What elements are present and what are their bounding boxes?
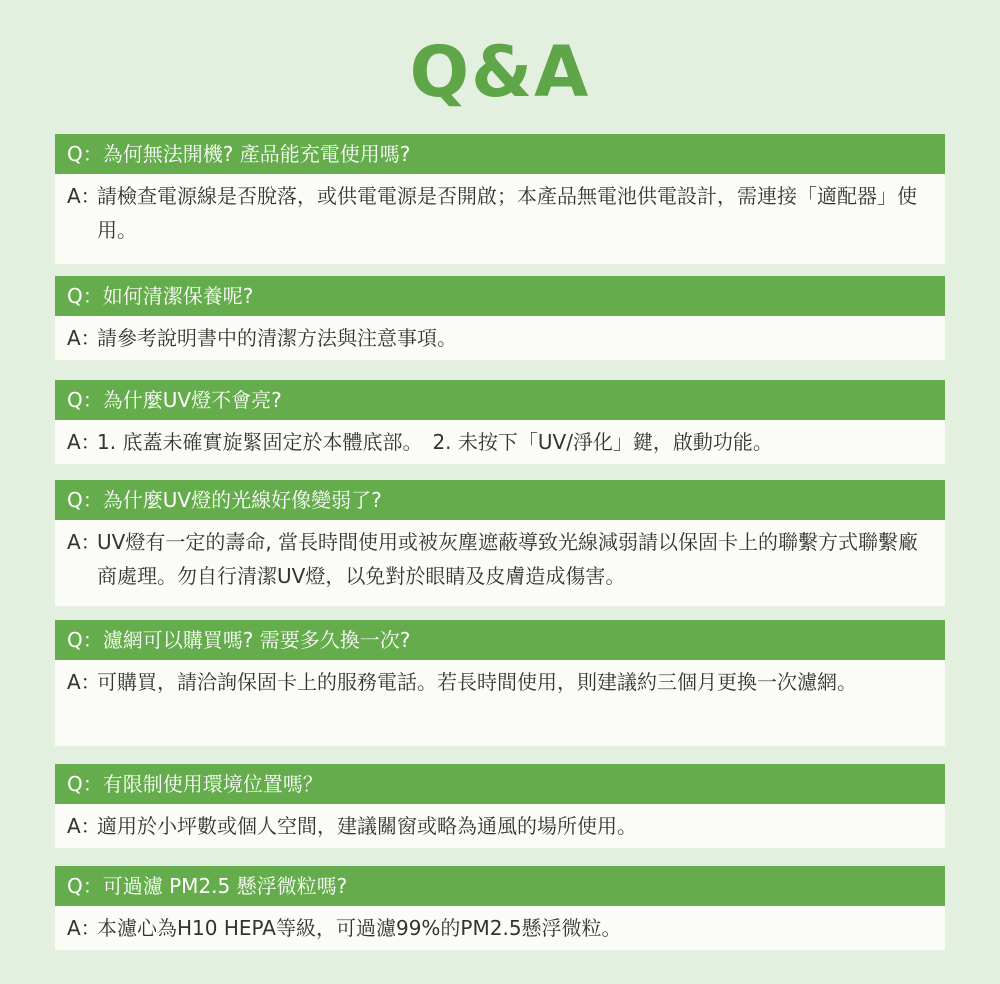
answer-text: 可購買，請洽詢保固卡上的服務電話。若長時間使用，則建議約三個月更換一次濾網。 xyxy=(97,670,857,694)
qa-item-cleaning xyxy=(55,276,945,360)
question-bar xyxy=(55,276,945,316)
answer-box xyxy=(55,174,945,264)
question-text: 如何清潔保養呢? xyxy=(102,284,254,308)
question-prefix: Q： xyxy=(67,388,103,412)
qa-item-filter xyxy=(55,620,945,746)
answer-prefix: A： xyxy=(67,326,101,350)
answer-prefix: A： xyxy=(67,670,101,694)
question-prefix: Q： xyxy=(67,628,103,652)
question-prefix: Q： xyxy=(67,142,103,166)
answer-box xyxy=(55,906,945,950)
question-prefix: Q： xyxy=(67,488,103,512)
qa-item-environment xyxy=(55,764,945,848)
question-text: 為何無法開機? 產品能充電使用嗎? xyxy=(102,142,411,166)
answer-prefix: A： xyxy=(67,916,101,940)
qa-item-pm25 xyxy=(55,866,945,950)
answer-text: 適用於小坪數或個人空間，建議關窗或略為通風的場所使用。 xyxy=(97,814,637,838)
answer-box xyxy=(55,316,945,360)
question-prefix: Q： xyxy=(67,284,103,308)
answer-box xyxy=(55,420,945,464)
answer-prefix: A： xyxy=(67,430,101,454)
question-bar xyxy=(55,480,945,520)
question-bar xyxy=(55,866,945,906)
qa-item-uv-weak xyxy=(55,480,945,606)
answer-prefix: A： xyxy=(67,530,101,554)
answer-text: 請參考說明書中的清潔方法與注意事項。 xyxy=(97,326,457,350)
qa-item-power xyxy=(55,134,945,264)
question-prefix: Q： xyxy=(67,772,103,796)
answer-box xyxy=(55,520,945,606)
question-text: 為什麼UV燈的光線好像變弱了? xyxy=(102,488,382,512)
question-text: 為什麼UV燈不會亮? xyxy=(102,388,282,412)
answer-prefix: A： xyxy=(67,814,101,838)
question-bar xyxy=(55,134,945,174)
page-title: Q&A xyxy=(409,31,591,113)
answer-box xyxy=(55,660,945,746)
question-text: 濾網可以購買嗎? 需要多久換一次? xyxy=(102,628,411,652)
answer-box xyxy=(55,804,945,848)
qa-item-uv-not-on xyxy=(55,380,945,464)
answer-text: 本濾心為H10 HEPA等級，可過濾99%的PM2.5懸浮微粒。 xyxy=(97,916,622,940)
answer-text: UV燈有一定的壽命, 當長時間使用或被灰塵遮蔽導致光線減弱請以保固卡上的聯繫方式聯繫廠商處理。勿自行清潔UV燈，以免對於眼睛及皮膚造成傷害。 xyxy=(97,530,919,588)
question-bar xyxy=(55,380,945,420)
question-text: 可過濾 PM2.5 懸浮微粒嗎? xyxy=(102,874,348,898)
answer-text: 1. 底蓋未確實旋緊固定於本體底部。 2. 未按下「UV/淨化」鍵，啟動功能。 xyxy=(97,430,773,454)
question-prefix: Q： xyxy=(67,874,103,898)
question-text: 有限制使用環境位置嗎？ xyxy=(102,772,323,796)
question-bar xyxy=(55,620,945,660)
answer-prefix: A： xyxy=(67,184,101,208)
answer-text: 請檢查電源線是否脫落，或供電電源是否開啟；本產品無電池供電設計，需連接「適配器」使用。 xyxy=(97,184,917,242)
question-bar xyxy=(55,764,945,804)
